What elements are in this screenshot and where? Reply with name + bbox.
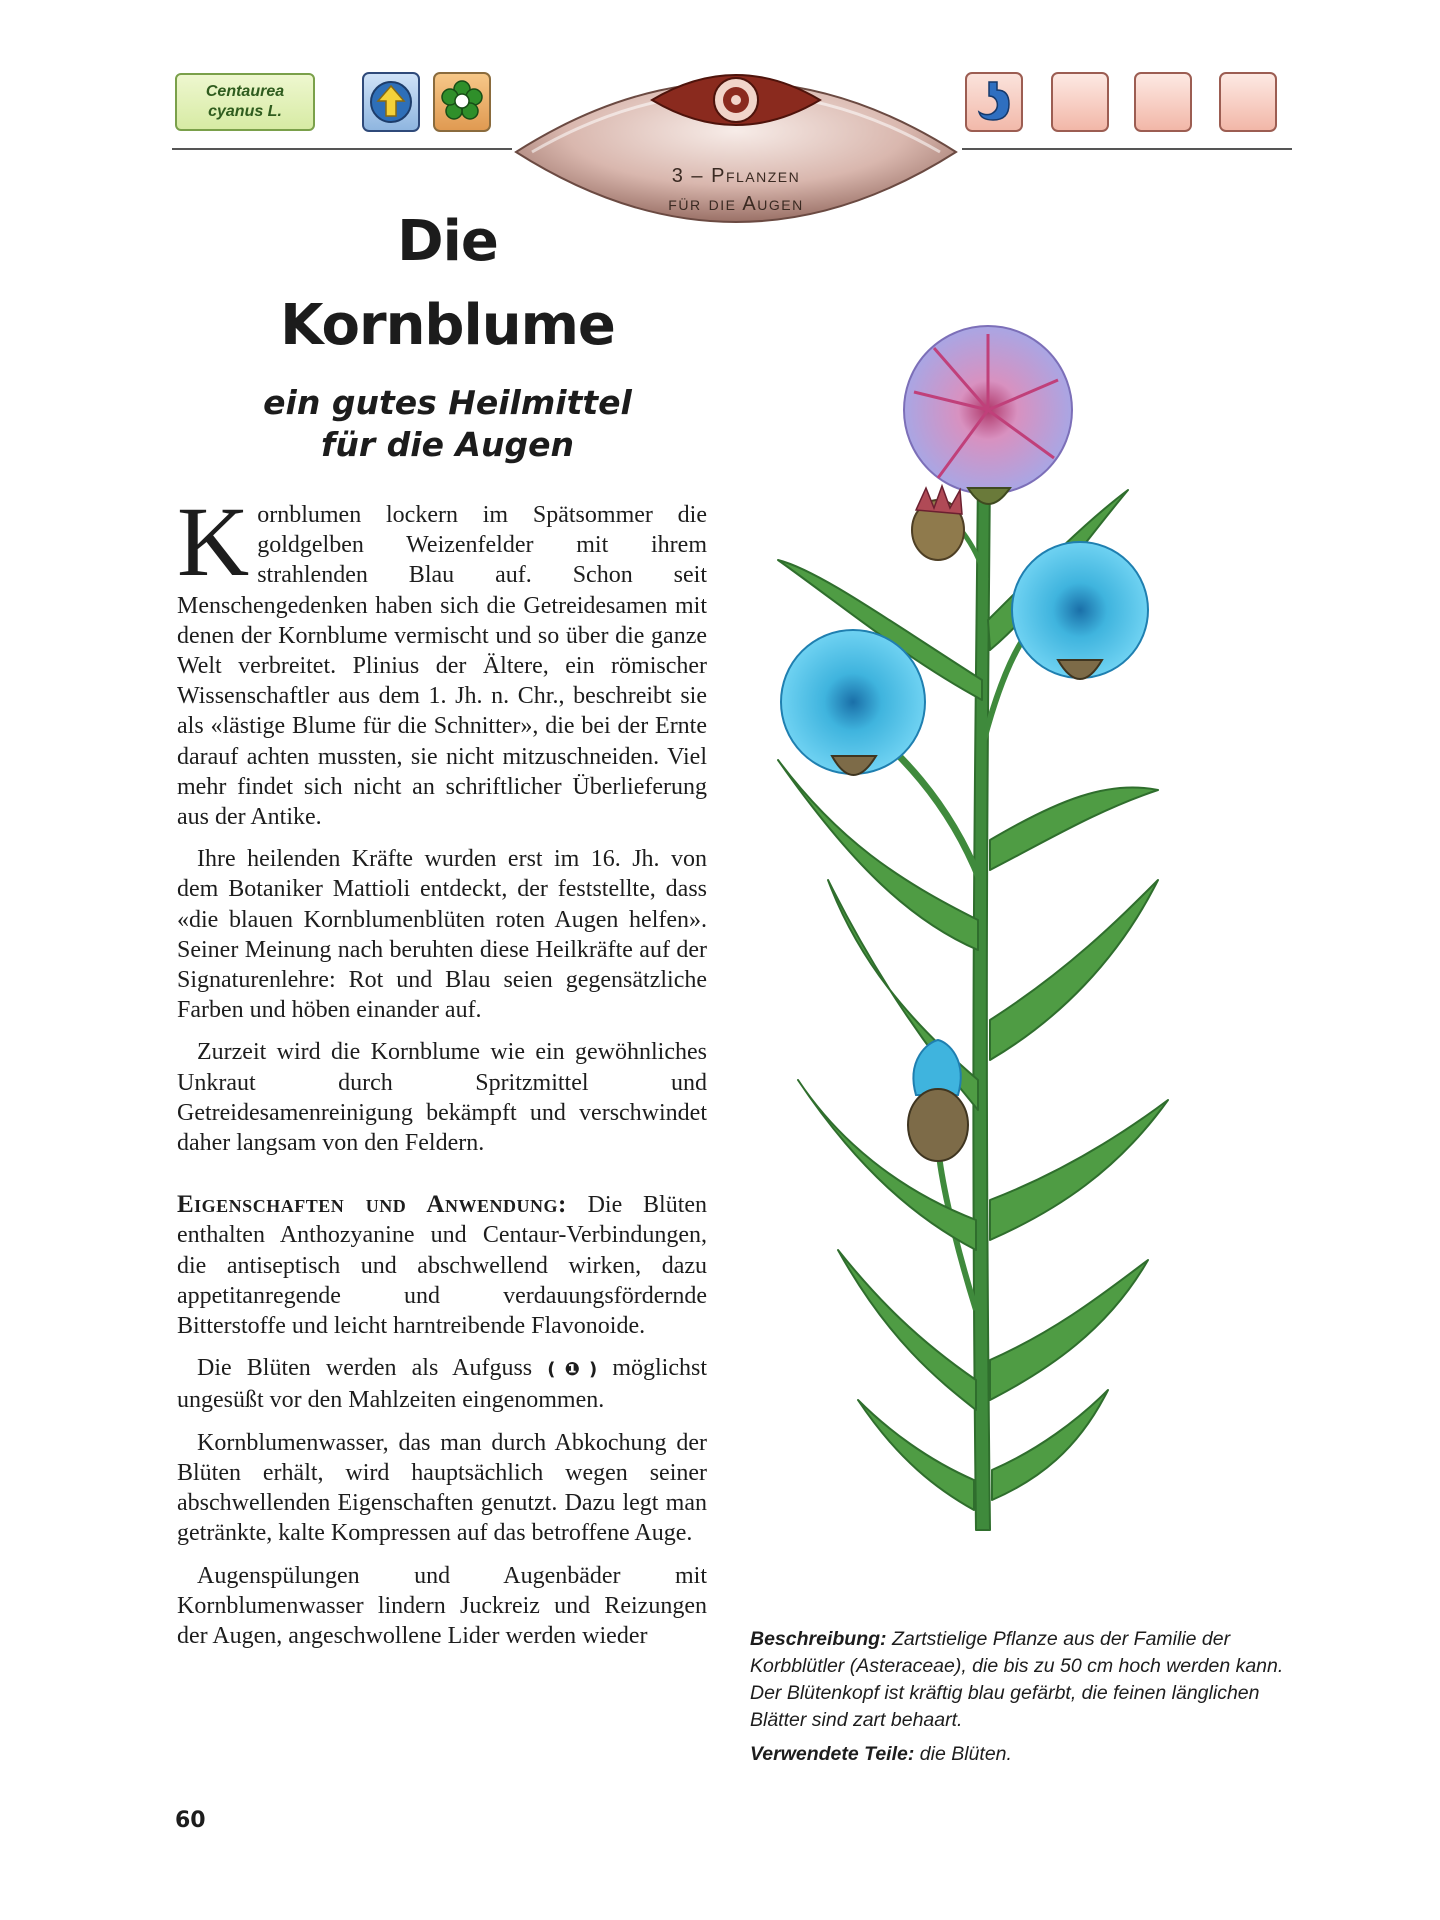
subtitle-line-2: für die Augen (321, 425, 574, 464)
green-flower-icon (435, 74, 489, 130)
header-rule-left (172, 148, 512, 150)
paragraph-properties-text: Die Blüten enthalten Anthozyanine und Centaur-Verbindungen, die antiseptisch und abschwellend wirken, dazu appetitanregende und verdauungsfördernde Bitterstoffe und leicht harntreibende Flavonoide. (177, 1192, 708, 1340)
paragraph-eyebath: Augenspülungen und Augenbäder mit Kornblumenwasser lindern Juckreiz und Reizungen der Augen, angeschwollene Lider werden wieder (177, 1562, 707, 1649)
empty-indicator-tile (1051, 72, 1109, 132)
used-parts-paragraph (750, 1741, 1290, 1768)
paragraph-infusion (177, 1353, 707, 1415)
paragraph-history: Ihre heilenden Kräfte wurden erst im 16. Jh. von dem Botaniker Mattioli entdeckt, der feststellte, dass «die blauen Kornblumenblüten roten Augen helfen». Seiner Meinung nach beruhten diese Heilkräfte auf der Signaturenlehre: Rot und Blau seien gegensätzliche Farben und höben einander auf. (177, 846, 707, 1024)
subtitle-line-1: ein gutes Heilmittel (263, 383, 632, 422)
empty-indicator-tile (1219, 72, 1277, 132)
upward-arrow-tile (362, 72, 420, 132)
description-text: Zartstielige Pflanze aus der Familie der Korbblütler (Asteraceae), die bis zu 50 cm hoch werden kann. Der Blütenkopf ist kräftig blau gefärbt, die feinen länglichen Blätter sind zart behaart. (750, 1628, 1284, 1731)
blue-flower-head-left (781, 630, 925, 775)
paragraph-intro (177, 486, 707, 832)
used-parts-text: die Blüten. (919, 1743, 1012, 1765)
species-genus: Centaurea (205, 83, 285, 100)
pink-flower-head (904, 326, 1072, 504)
green-flower-tile (433, 72, 491, 132)
page-title (175, 200, 720, 368)
title-line-2: Kornblume (280, 293, 615, 358)
infusion-text-after: möglichst ungesüßt vor den Mahlzeiten eingenommen. (177, 1355, 707, 1414)
paragraph-cornflower-water: Kornblumenwasser, das man durch Abkochung der Blüten erhält, wird hauptsächlich wegen seiner abschwellenden Eigenschaften genutzt. Dazu legt man getränkte, kalte Kompressen auf das betroffene Auge. (177, 1429, 707, 1547)
plant-description (750, 1626, 1290, 1775)
used-parts-label: Verwendete Teile: (750, 1743, 915, 1765)
chapter-number: 3 – Pflanzen (671, 165, 801, 187)
paragraph-present: Zurzeit wird die Kornblume wie ein gewöhnliches Unkraut durch Spritzmittel und Getreidesamenreinigung bekämpft und verschwindet daher langsam von den Feldern. (177, 1039, 707, 1157)
blue-flower-head-right (1012, 542, 1148, 679)
description-label: Beschreibung: (750, 1628, 887, 1650)
page-number: 60 (175, 1808, 206, 1833)
infusion-text-before: Die Blüten werden als Aufguss (197, 1355, 533, 1382)
paragraph-intro-text: ornblumen lockern im Spätsommer die goldgelben Weizenfelder mit ihrem strahlenden Blau auf. Schon seit Menschengedenken haben sich die Getreidesamen mit denen der Kornblume vermischt und so über die ganze Welt verbreitet. Plinius der Ältere, ein römischer Wissenschaftler aus dem 1. Jh. n. Chr., beschreibt sie als «lästige Blume für die Schnitter», die bei der Ernte darauf achten mussten, sie nicht mitzuschneiden. Viel mehr findet sich nicht an schriftlicher Überlieferung aus der Antike. (177, 502, 707, 831)
header-rule-right (962, 148, 1292, 150)
page-subtitle (175, 382, 720, 466)
title-line-1: Die (397, 209, 498, 274)
drop-cap: K (177, 486, 250, 597)
blue-bud (908, 1040, 968, 1161)
article-body (177, 486, 708, 1663)
species-epithet: cyanus L. (208, 103, 282, 120)
empty-indicator-tile (1134, 72, 1192, 132)
infusion-badge: (❶) (547, 1359, 598, 1381)
stomach-tile (965, 72, 1023, 132)
red-bud (912, 486, 964, 560)
cornflower-illustration (738, 320, 1178, 1590)
chapter-topic: für die Augen (668, 193, 804, 215)
upward-arrow-icon (364, 74, 418, 130)
description-paragraph (750, 1626, 1290, 1734)
paragraph-properties (177, 1190, 707, 1341)
section-heading: Eigenschaften und Anwendung: (177, 1191, 567, 1219)
species-tag (175, 73, 315, 131)
stomach-icon (967, 74, 1021, 130)
